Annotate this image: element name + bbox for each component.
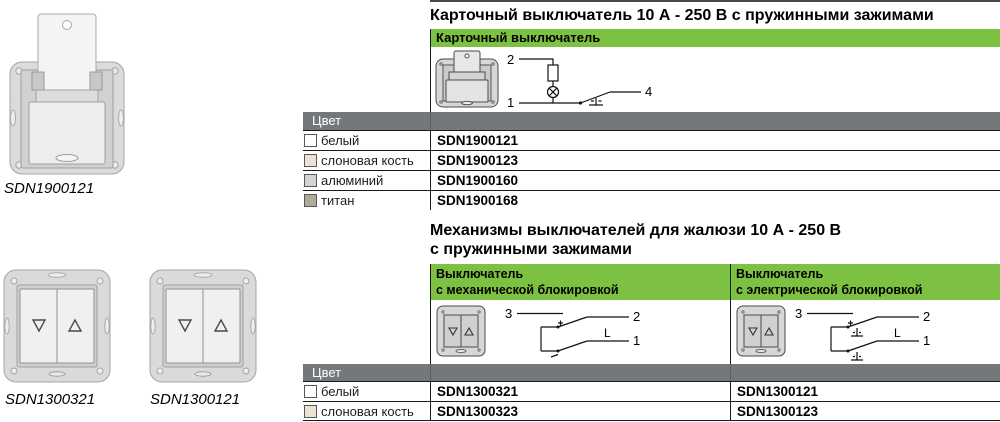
color-swatch bbox=[304, 385, 317, 398]
blind-switch-icon bbox=[736, 304, 786, 358]
color-header-label: Цвет bbox=[312, 113, 342, 128]
terminal-label-1: 1 bbox=[633, 333, 641, 348]
color-swatch bbox=[304, 134, 317, 147]
column-divider bbox=[430, 364, 431, 381]
product-code-mechanical: SDN1300323 bbox=[430, 402, 730, 420]
color-header-label: Цвет bbox=[312, 365, 342, 380]
load-label: L bbox=[894, 326, 901, 340]
section2-col1-header bbox=[430, 264, 730, 300]
section2-color-table bbox=[303, 364, 1000, 421]
product-code: SDN1900160 bbox=[430, 171, 1000, 190]
color-name: слоновая кость bbox=[321, 403, 414, 419]
card-switch-circuit-diagram bbox=[503, 49, 688, 111]
card-switch-icon bbox=[435, 50, 499, 110]
terminal-label-2: 2 bbox=[633, 309, 641, 324]
product-code-electrical: SDN1300123 bbox=[730, 402, 1000, 420]
section2-title-line2: с пружинными зажимами bbox=[430, 241, 632, 258]
section1-table-header bbox=[430, 29, 1000, 47]
color-name-cell bbox=[303, 153, 430, 168]
section1-title: Карточный выключатель 10 А - 250 В с пружинными зажимами bbox=[430, 7, 934, 24]
blind-switch-icon bbox=[436, 304, 486, 358]
product-code: SDN1900121 bbox=[430, 131, 1000, 150]
column-divider bbox=[730, 364, 731, 381]
table-row-white bbox=[303, 130, 1000, 150]
color-name-cell bbox=[303, 193, 430, 208]
blind-mechanical-circuit-diagram bbox=[501, 304, 691, 362]
table-row-aluminium bbox=[303, 170, 1000, 190]
table-row-titanium bbox=[303, 190, 1000, 210]
blind-switch-photo-electrical bbox=[148, 266, 258, 386]
color-swatch bbox=[304, 194, 317, 207]
section1-color-header-row bbox=[303, 112, 1000, 130]
color-name: алюминий bbox=[321, 173, 384, 188]
product-code-electrical: SDN1300121 bbox=[730, 382, 1000, 401]
blind-switch-caption-mechanical: SDN1300321 bbox=[5, 391, 96, 408]
color-swatch bbox=[304, 154, 317, 167]
color-swatch bbox=[304, 174, 317, 187]
terminal-label-2: 2 bbox=[923, 309, 931, 324]
terminal-label-1: 1 bbox=[923, 333, 931, 348]
product-code: SDN1900123 bbox=[430, 151, 1000, 170]
col2-header-line2: с электрической блокировкой bbox=[736, 283, 923, 297]
card-switch-photo bbox=[8, 12, 126, 178]
color-name-cell bbox=[303, 404, 430, 419]
section2-color-header-row bbox=[303, 364, 1000, 381]
table-row-white bbox=[303, 381, 1000, 401]
terminal-label-3: 3 bbox=[795, 306, 803, 321]
terminal-label-4: 4 bbox=[645, 84, 653, 99]
card-switch-caption: SDN1900121 bbox=[4, 180, 95, 197]
color-name-cell bbox=[303, 133, 430, 148]
product-code-mechanical: SDN1300321 bbox=[430, 382, 730, 401]
blind-switch-caption-electrical: SDN1300121 bbox=[150, 391, 241, 408]
color-swatch bbox=[304, 405, 317, 418]
color-name-cell bbox=[303, 173, 430, 188]
section2-diagram-cell-mechanical bbox=[430, 300, 730, 364]
terminal-label-3: 3 bbox=[505, 306, 513, 321]
section1-diagram-cell bbox=[430, 47, 1000, 112]
table-row-ivory bbox=[303, 150, 1000, 170]
col2-header-line1: Выключатель bbox=[736, 267, 824, 281]
terminal-label-1: 1 bbox=[507, 95, 515, 110]
load-label: L bbox=[604, 326, 611, 340]
section2-col2-header bbox=[730, 264, 1000, 300]
col1-header-line2: с механической блокировкой bbox=[436, 283, 619, 297]
table-row-ivory bbox=[303, 401, 1000, 421]
section2-diagram-cell-electrical bbox=[730, 300, 1000, 364]
col1-header-line1: Выключатель bbox=[436, 267, 524, 281]
column-divider bbox=[430, 112, 431, 130]
color-name: белый bbox=[321, 384, 360, 399]
section2-title bbox=[430, 221, 841, 259]
section1-color-table bbox=[303, 112, 1000, 210]
page-edge-strip bbox=[430, 0, 1000, 2]
color-name-cell bbox=[303, 384, 430, 399]
section1-table-header-label: Карточный выключатель bbox=[436, 30, 601, 45]
color-name: слоновая кость bbox=[321, 153, 414, 168]
terminal-label-2: 2 bbox=[507, 52, 515, 67]
blind-switch-photo-mechanical bbox=[2, 266, 112, 386]
color-name: белый bbox=[321, 133, 360, 148]
color-name: титан bbox=[321, 193, 355, 208]
blind-electrical-circuit-diagram bbox=[791, 304, 981, 364]
section2-title-line1: Механизмы выключателей для жалюзи 10 А - 250 В bbox=[430, 222, 842, 239]
product-code: SDN1900168 bbox=[430, 191, 1000, 210]
